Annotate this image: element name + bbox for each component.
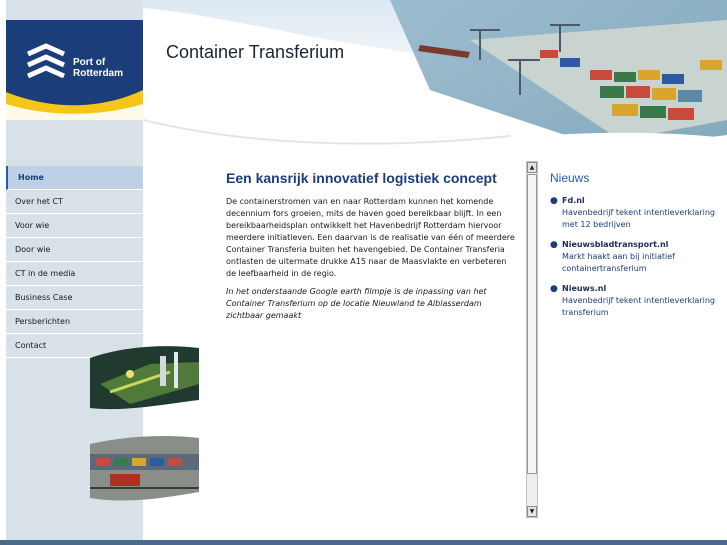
scroll-thumb[interactable]: [527, 174, 537, 474]
scroll-down-button[interactable]: [527, 506, 537, 517]
main-content: [226, 170, 516, 328]
nav-item-persberichten[interactable]: Persberichten: [6, 310, 143, 334]
news-item: [550, 239, 725, 275]
nav-item-home[interactable]: Home: [6, 166, 143, 190]
logo-line-1: Port of: [73, 57, 106, 68]
news-title: Nieuws: [550, 171, 590, 185]
news-headline-link[interactable]: Markt haakt aan bij initiatief containertransferium: [562, 252, 675, 273]
main-heading: Een kansrijk innovatief logistiek concept: [226, 170, 497, 186]
nav-item-door-wie[interactable]: Door wie: [6, 238, 143, 262]
news-item: [550, 195, 725, 231]
content-scrollbar[interactable]: [526, 161, 538, 518]
news-panel: [550, 171, 725, 327]
nav-item-over-het-ct[interactable]: Over het CT: [6, 190, 143, 214]
intro-paragraph: De containerstromen van en naar Rotterdam kunnen het komende decennium fors groeien, mits de haven goed bereikbaar blijft. In een bereikbaarheidsplan ontwikkelt het Havenbedrijf Rotterdam hiervoor meerdere initiatieven. Een daarvan is de realisatie van één of meerdere Container Transferia buiten het havengebied. De Container Transferia ontlasten de uitermate drukke A15 naar de Maasvlakte en verbeteren de leefbaarheid in de regio.: [226, 197, 515, 278]
news-source-link[interactable]: Nieuwsbladtransport.nl: [562, 240, 669, 249]
news-item: [550, 283, 725, 319]
nav-item-contact[interactable]: Contact: [6, 334, 143, 358]
freight-train-photo: [90, 434, 199, 502]
bullet-icon: ●: [550, 196, 558, 206]
news-list: [550, 195, 725, 319]
news-headline-link[interactable]: Havenbedrijf tekent intentieverklaring met 12 bedrijven: [562, 208, 715, 229]
sidebar-nav: [6, 166, 143, 358]
logo-line-2: Rotterdam: [73, 68, 124, 79]
nav-item-voor-wie[interactable]: Voor wie: [6, 214, 143, 238]
footer-bar: [0, 540, 727, 545]
site-title: Container Transferium: [166, 42, 345, 62]
video-caption: In het onderstaande Google earth filmpje is de inpassing van het Container Transferium op de locatie Nieuwland te Alblasserdam zichtbaar gemaakt: [226, 287, 487, 320]
terminal-night-photo: [90, 344, 199, 412]
news-source-link[interactable]: Fd.nl: [562, 196, 585, 205]
chevron-up-icon: ▲: [529, 164, 535, 171]
scroll-up-button[interactable]: [527, 162, 537, 173]
chevron-down-icon: ▼: [529, 508, 535, 515]
logo-text: [73, 57, 123, 79]
bullet-icon: ●: [550, 284, 558, 294]
bullet-icon: ●: [550, 240, 558, 250]
news-source-link[interactable]: Nieuws.nl: [562, 284, 607, 293]
nav-item-business-case[interactable]: Business Case: [6, 286, 143, 310]
news-headline-link[interactable]: Havenbedrijf tekent intentieverklaring transferium: [562, 296, 715, 317]
nav-item-ct-in-de-media[interactable]: CT in de media: [6, 262, 143, 286]
